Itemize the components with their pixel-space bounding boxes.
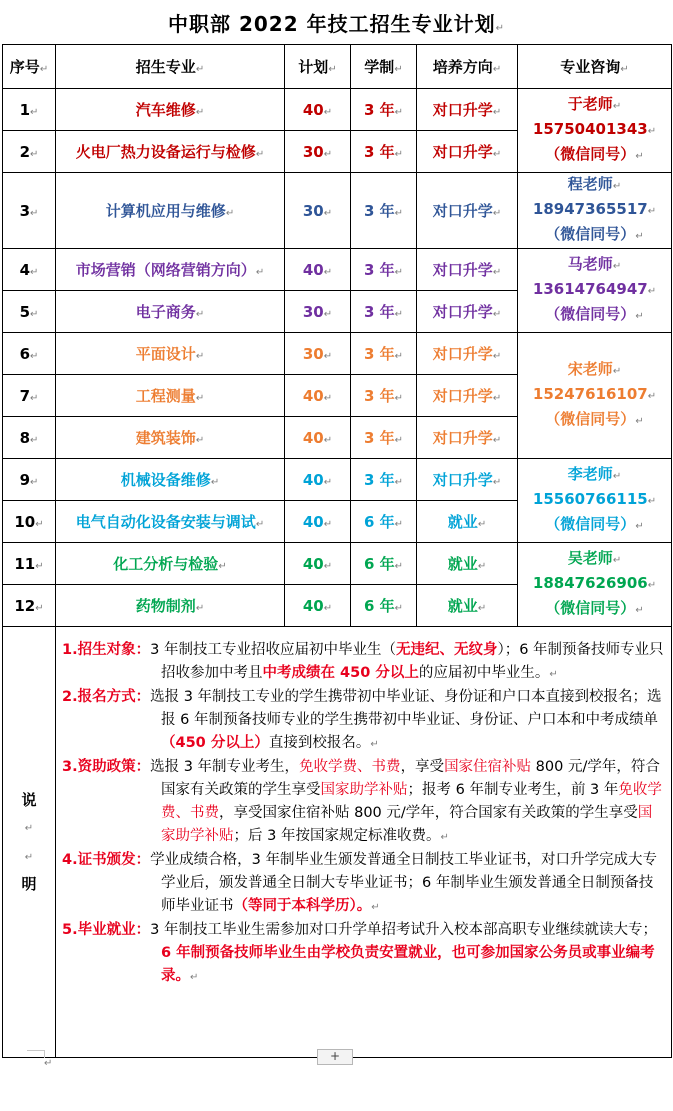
row-major: 计算机应用与维修↵: [56, 173, 285, 249]
notes-content: [56, 627, 672, 1058]
enrollment-plan-table: [2, 44, 672, 1058]
contact-note: （微信同号）: [545, 305, 636, 323]
table-row: [3, 543, 672, 585]
row-years: 3 年↵: [351, 375, 417, 417]
row-major: 化工分析与检验↵: [56, 543, 285, 585]
contact-cell: 程老师↵ 18947365517↵ （微信同号）↵: [518, 173, 672, 249]
row-direction: 对口升学↵: [417, 173, 518, 249]
contact-cell: 吴老师↵ 18847626906↵ （微信同号）↵: [518, 543, 672, 627]
contact-note: （微信同号）: [545, 515, 636, 533]
row-number: 1↵: [3, 89, 56, 131]
row-direction: 对口升学↵: [417, 459, 518, 501]
row-major: 电子商务↵: [56, 291, 285, 333]
row-direction: 对口升学↵: [417, 89, 518, 131]
contact-name: 吴老师: [567, 549, 613, 567]
contact-name: 李老师: [567, 465, 613, 483]
row-number: 4↵: [3, 249, 56, 291]
row-direction: 就业↵: [417, 585, 518, 627]
contact-cell: 李老师↵ 15560766115↵ （微信同号）↵: [518, 459, 672, 543]
row-direction: 对口升学↵: [417, 291, 518, 333]
row-number: 10↵: [3, 501, 56, 543]
row-direction: 就业↵: [417, 501, 518, 543]
row-direction: 对口升学↵: [417, 417, 518, 459]
contact-phone: 15750401343: [532, 120, 648, 138]
note-5: 5.毕业就业：3 年制技工毕业生需参加对口升学单招考试升入校本部高职专业继续就读大专；6 年制预备技师毕业生由学校负责安置就业，也可参加国家公务员或事业编考录。↵: [62, 922, 657, 984]
row-years: 6 年↵: [351, 543, 417, 585]
header-direction: 培养方向↵: [417, 45, 518, 89]
row-years: 3 年↵: [351, 131, 417, 173]
table-row: [3, 173, 672, 249]
row-number: 8↵: [3, 417, 56, 459]
note-3: 3.资助政策：选报 3 年制专业考生，免收学费、书费，享受国家住宿补贴 800 元/学年，符合国家有关政策的学生享受国家助学补贴；报考 6 年制专业考生，前 3 年免收学费、书费，享受国家住宿补贴 800 元/学年，符合国家有关政策的学生享受国家助学补贴；后 3 年按国家规定标准收费。↵: [62, 759, 662, 844]
note-2: 2.报名方式：选报 3 年制技工专业的学生携带初中毕业证、身份证和户口本直接到校报名；选报 6 年制预备技师专业的学生携带初中毕业证、身份证、户口本和中考成绩单（450 分以上）直接到校报名。↵: [62, 689, 662, 751]
table-row: [3, 89, 672, 131]
row-plan: 30↵: [285, 131, 351, 173]
row-major: 电气自动化设备安装与调试↵: [56, 501, 285, 543]
row-number: 3↵: [3, 173, 56, 249]
contact-note: （微信同号）: [545, 410, 636, 428]
notes-label: 说 ↵ ↵ 明: [3, 627, 56, 1058]
row-number: 12↵: [3, 585, 56, 627]
row-plan: 40↵: [285, 417, 351, 459]
table-row: [3, 459, 672, 501]
contact-name: 于老师: [567, 95, 613, 113]
row-plan: 30↵: [285, 333, 351, 375]
row-years: 3 年↵: [351, 417, 417, 459]
note-1: 1.招生对象：3 年制技工专业招收应届初中毕业生（无违纪、无纹身）；6 年制预备技师专业只招收参加中考且中考成绩在 450 分以上的应届初中毕业生。↵: [62, 642, 664, 681]
end-paragraph-mark: ↵: [44, 1058, 53, 1069]
header-years: 学制↵: [351, 45, 417, 89]
header-no: 序号↵: [3, 45, 56, 89]
notes-row: [3, 627, 672, 1058]
row-years: 3 年↵: [351, 459, 417, 501]
contact-cell: 宋老师↵ 15247616107↵ （微信同号）↵: [518, 333, 672, 459]
row-major: 工程测量↵: [56, 375, 285, 417]
margin-corner-mark-vertical: [44, 1050, 45, 1058]
row-major: 火电厂热力设备运行与检修↵: [56, 131, 285, 173]
row-plan: 40↵: [285, 89, 351, 131]
table-row: [3, 333, 672, 375]
row-plan: 30↵: [285, 291, 351, 333]
contact-note: （微信同号）: [545, 599, 636, 617]
row-number: 6↵: [3, 333, 56, 375]
contact-cell: 于老师↵ 15750401343↵ （微信同号）↵: [518, 89, 672, 173]
row-years: 3 年↵: [351, 291, 417, 333]
row-plan: 40↵: [285, 585, 351, 627]
row-years: 3 年↵: [351, 173, 417, 249]
row-major: 药物制剂↵: [56, 585, 285, 627]
row-years: 3 年↵: [351, 89, 417, 131]
row-direction: 对口升学↵: [417, 249, 518, 291]
margin-corner-mark: [27, 1050, 45, 1051]
row-plan: 40↵: [285, 249, 351, 291]
contact-note: （微信同号）: [545, 225, 636, 243]
row-major: 市场营销（网络营销方向）↵: [56, 249, 285, 291]
header-consult: 专业咨询↵: [518, 45, 672, 89]
row-major: 机械设备维修↵: [56, 459, 285, 501]
table-header-row: [3, 45, 672, 89]
header-major: 招生专业↵: [56, 45, 285, 89]
row-years: 3 年↵: [351, 333, 417, 375]
table-row: [3, 249, 672, 291]
row-direction: 对口升学↵: [417, 333, 518, 375]
row-years: 6 年↵: [351, 501, 417, 543]
row-plan: 40↵: [285, 459, 351, 501]
row-major: 汽车维修↵: [56, 89, 285, 131]
row-direction: 对口升学↵: [417, 131, 518, 173]
contact-note: （微信同号）: [545, 145, 636, 163]
row-number: 7↵: [3, 375, 56, 417]
row-major: 平面设计↵: [56, 333, 285, 375]
row-major: 建筑装饰↵: [56, 417, 285, 459]
row-plan: 40↵: [285, 375, 351, 417]
row-number: 2↵: [3, 131, 56, 173]
row-direction: 就业↵: [417, 543, 518, 585]
row-direction: 对口升学↵: [417, 375, 518, 417]
row-number: 9↵: [3, 459, 56, 501]
row-years: 3 年↵: [351, 249, 417, 291]
row-number: 11↵: [3, 543, 56, 585]
document-title: 中职部 2022 年技工招生专业计划↵: [168, 12, 505, 36]
header-plan: 计划↵: [285, 45, 351, 89]
row-years: 6 年↵: [351, 585, 417, 627]
row-plan: 30↵: [285, 173, 351, 249]
row-plan: 40↵: [285, 501, 351, 543]
contact-cell: 马老师↵ 13614764947↵ （微信同号）↵: [518, 249, 672, 333]
contact-name: 程老师: [567, 175, 613, 193]
row-number: 5↵: [3, 291, 56, 333]
contact-name: 宋老师: [567, 360, 613, 378]
contact-name: 马老师: [567, 255, 613, 273]
contact-phone: 15560766115: [532, 490, 648, 508]
contact-phone: 18847626906: [532, 574, 648, 592]
add-row-button[interactable]: +: [317, 1049, 353, 1065]
contact-phone: 18947365517: [532, 200, 648, 218]
row-plan: 40↵: [285, 543, 351, 585]
note-4: 4.证书颁发：学业成绩合格，3 年制毕业生颁发普通全日制技工毕业证书，对口升学完成大专学业后，颁发普通全日制大专毕业证书；6 年制毕业生颁发普通全日制预备技师毕业证书（等同于本科学历）。↵: [62, 852, 657, 914]
contact-phone: 13614764947: [532, 280, 648, 298]
contact-phone: 15247616107: [532, 385, 648, 403]
